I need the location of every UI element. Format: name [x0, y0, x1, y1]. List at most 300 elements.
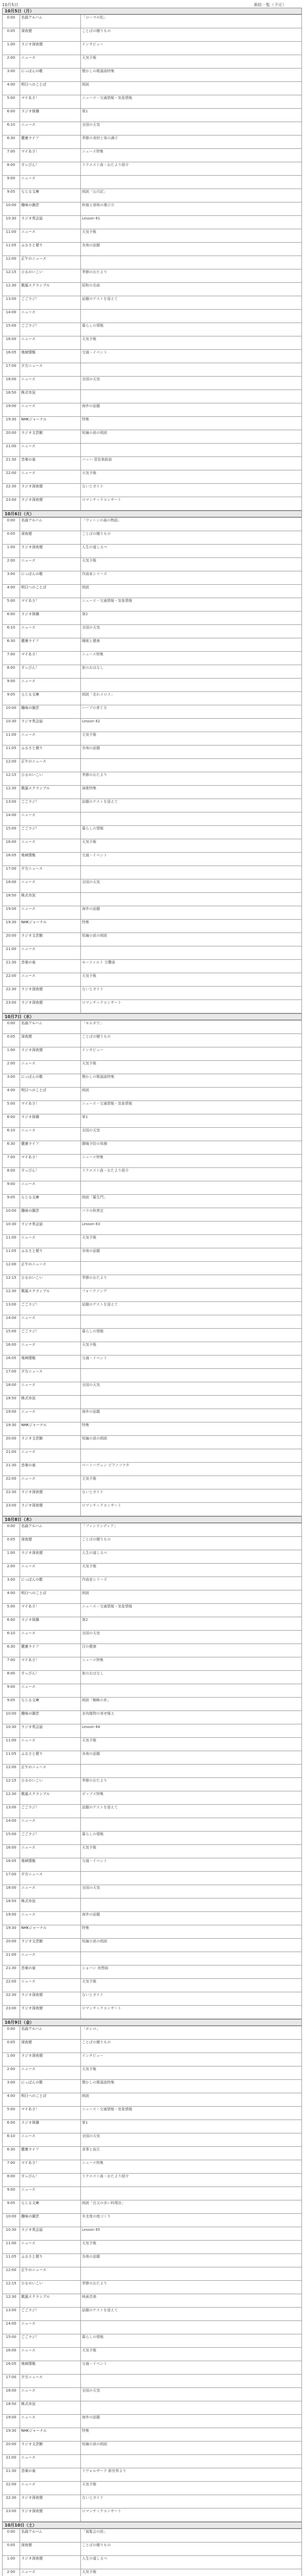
program-cell: マイあさ！ [20, 1155, 81, 1168]
table-row [3, 1791, 302, 1805]
table-row [3, 2133, 302, 2147]
table-row [3, 531, 302, 545]
program-cell: ひるのいこい [20, 2281, 81, 2294]
table-row [3, 95, 302, 109]
table-row [3, 1262, 302, 1275]
program-cell: ラジオ体操 [20, 1617, 81, 1631]
program-cell: ニュース [20, 973, 81, 987]
time-cell: 0:00 [3, 1523, 20, 1537]
description-cell: 季節の食材と体の調子 [81, 135, 302, 149]
time-cell: 5:00 [3, 598, 20, 612]
time-cell: 9:00 [3, 2187, 20, 2200]
table-row [3, 55, 302, 69]
time-cell: 4:00 [3, 82, 20, 95]
time-cell: 22:30 [3, 1489, 20, 1503]
program-cell: 地域情報 [20, 1858, 81, 1872]
time-cell: 19:30 [3, 920, 20, 933]
time-cell: 12:30 [3, 283, 20, 296]
description-cell: ないとガイド [81, 1489, 302, 1503]
schedule-table [2, 14, 302, 511]
description-cell: 第1 [81, 1114, 302, 1128]
time-cell: 5:00 [3, 1604, 20, 1617]
program-cell: 名曲アルバム [20, 518, 81, 531]
description-cell [81, 1765, 302, 1778]
description-cell: インタビュー [81, 1047, 302, 1061]
table-row [3, 2006, 302, 2019]
time-cell: 8:00 [3, 2174, 20, 2187]
table-row [3, 363, 302, 377]
time-cell: 22:30 [3, 2495, 20, 2509]
description-cell: ニュース特集 [81, 2160, 302, 2174]
program-cell: ニュース [20, 229, 81, 243]
description-cell: 映画音楽 [81, 2294, 302, 2308]
table-row [3, 2401, 302, 2415]
description-cell: 話題のゲストを迎えて [81, 1805, 302, 1818]
time-cell: 17:00 [3, 363, 20, 377]
program-cell: ごごラジ！ [20, 1329, 81, 1342]
time-cell: 9:05 [3, 692, 20, 705]
table-row [3, 189, 302, 202]
program-cell: ふるさと便り [20, 243, 81, 256]
time-cell: 13:00 [3, 2308, 20, 2321]
program-cell: ニュース [20, 55, 81, 69]
program-cell: 明日へのことば [20, 1088, 81, 1101]
time-cell: 11:05 [3, 745, 20, 759]
time-cell: 6:10 [3, 625, 20, 638]
program-cell: ラジオ深夜便 [20, 1000, 81, 1013]
table-row [3, 1631, 302, 1644]
program-cell: すっぴん！ [20, 1671, 81, 1684]
description-cell: 交通・イベント [81, 1355, 302, 1369]
time-cell: 0:00 [3, 1021, 20, 1034]
program-cell: マイあさ！ [20, 652, 81, 665]
description-cell: 季節のおたより [81, 2281, 302, 2294]
time-cell: 21:00 [3, 1449, 20, 1463]
description-cell [81, 2401, 302, 2415]
day-section [2, 1516, 302, 2019]
description-cell: 海外の話題 [81, 1912, 302, 1925]
time-cell: 21:00 [3, 946, 20, 960]
program-cell: 株式市況 [20, 1899, 81, 1912]
table-row [3, 759, 302, 772]
table-row [3, 1617, 302, 1631]
time-cell: 5:00 [3, 95, 20, 109]
program-cell: 株式市況 [20, 893, 81, 906]
time-cell: 21:00 [3, 2455, 20, 2468]
time-cell: 16:00 [3, 1342, 20, 1355]
description-cell: リクエスト曲・おたより紹介 [81, 2174, 302, 2187]
description-cell: ニュース・交通情報・気象情報 [81, 2107, 302, 2120]
program-cell: 株式市況 [20, 2401, 81, 2415]
description-cell: 朗読「走れメロス」 [81, 692, 302, 705]
description-cell [81, 812, 302, 826]
time-cell: 18:00 [3, 377, 20, 390]
description-cell: 作曲家シリーズ [81, 1577, 302, 1590]
program-cell: 正午のニュース [20, 2267, 81, 2281]
time-cell: 21:00 [3, 444, 20, 457]
time-cell: 0:05 [3, 28, 20, 42]
table-row [3, 1061, 302, 1074]
program-cell: ひるのいこい [20, 269, 81, 283]
time-cell: 9:05 [3, 189, 20, 202]
table-row [3, 269, 302, 283]
table-row [3, 1289, 302, 1302]
time-cell: 21:30 [3, 1965, 20, 1979]
description-cell: 朗読「注文の多い料理店」 [81, 2200, 302, 2214]
program-cell: ラジオ文芸館 [20, 430, 81, 444]
program-cell: すっぴん！ [20, 2174, 81, 2187]
program-cell: 正午のニュース [20, 759, 81, 772]
program-cell: 音楽の泉 [20, 1463, 81, 1476]
time-cell: 23:00 [3, 2006, 20, 2019]
table-row [3, 571, 302, 585]
table-row [3, 2308, 302, 2321]
time-cell: 8:00 [3, 1168, 20, 1181]
description-cell: 暮らしの情報 [81, 1832, 302, 1845]
day-section [2, 2019, 302, 2522]
description-cell: Lesson 61 [81, 216, 302, 229]
description-cell: 特集 [81, 1422, 302, 1436]
program-cell: ふるさと便り [20, 1248, 81, 1262]
table-row [3, 679, 302, 692]
table-row [3, 256, 302, 269]
description-cell: ことばの贈りもの [81, 2543, 302, 2556]
description-cell: 「フィンランディア」 [81, 1523, 302, 1537]
table-row [3, 2053, 302, 2066]
description-cell: 全国の天気 [81, 879, 302, 893]
description-cell [81, 946, 302, 960]
program-cell: ごごラジ！ [20, 1832, 81, 1845]
program-cell: ごごラジ！ [20, 826, 81, 839]
program-cell: 夕方ニュース [20, 866, 81, 879]
table-row [3, 82, 302, 95]
program-cell: にっぽんの歌 [20, 2080, 81, 2093]
table-row [3, 1872, 302, 1885]
schedule-table [2, 2529, 302, 2576]
time-cell: 17:00 [3, 1872, 20, 1885]
day-header: 10月7日（水） [2, 1013, 302, 1020]
table-row [3, 585, 302, 598]
table-row [3, 625, 302, 638]
program-cell: 名曲アルバム [20, 2529, 81, 2543]
time-cell: 10:30 [3, 1222, 20, 1235]
program-cell: ごごラジ！ [20, 1302, 81, 1315]
table-row [3, 1155, 302, 1168]
table-row [3, 1550, 302, 1564]
time-cell: 16:00 [3, 336, 20, 350]
table-row [3, 2254, 302, 2267]
table-row [3, 2174, 302, 2187]
description-cell: 「ボレロ」 [81, 2026, 302, 2040]
program-cell: ニュース [20, 879, 81, 893]
time-cell: 13:00 [3, 799, 20, 812]
program-cell: ニュース [20, 1912, 81, 1925]
time-cell: 16:05 [3, 1858, 20, 1872]
program-cell: 歌謡スクランブル [20, 1791, 81, 1805]
description-cell: 天気予報 [81, 2241, 302, 2254]
description-cell: ポップス特集 [81, 1791, 302, 1805]
description-cell: ないとガイド [81, 2495, 302, 2509]
program-cell: マイあさ！ [20, 95, 81, 109]
table-row [3, 350, 302, 363]
program-cell: ラジオ深夜便 [20, 1489, 81, 1503]
table-row [3, 973, 302, 987]
table-row [3, 1778, 302, 1791]
table-row [3, 484, 302, 497]
description-cell: 第2 [81, 612, 302, 625]
description-cell: 多肉植物の寄せ植え [81, 1711, 302, 1724]
table-row [3, 2080, 302, 2093]
program-cell: ニュース [20, 625, 81, 638]
program-cell: ラジオ英会話 [20, 216, 81, 229]
table-row [3, 1302, 302, 1315]
table-row [3, 1564, 302, 1577]
program-cell: ラジオ体操 [20, 1114, 81, 1128]
description-cell: 第2 [81, 1617, 302, 1631]
table-row [3, 457, 302, 470]
description-cell: Lesson 65 [81, 2227, 302, 2241]
time-cell: 14:00 [3, 1315, 20, 1329]
time-cell: 3:00 [3, 2080, 20, 2093]
program-cell: ラジオ深夜便 [20, 2556, 81, 2569]
description-cell [81, 310, 302, 323]
program-cell: らじる文庫 [20, 189, 81, 202]
time-cell: 6:10 [3, 2133, 20, 2147]
program-cell: ラジオ深夜便 [20, 1550, 81, 1564]
time-cell: 1:00 [3, 1047, 20, 1061]
table-row [3, 2093, 302, 2107]
time-cell: 18:00 [3, 879, 20, 893]
day-header: 10月8日（木） [2, 1516, 302, 1523]
time-cell: 13:00 [3, 1805, 20, 1818]
time-cell: 12:30 [3, 1289, 20, 1302]
table-row [3, 2321, 302, 2334]
table-row [3, 1315, 302, 1329]
program-cell: 健康ライフ [20, 1141, 81, 1155]
schedule-table [2, 1020, 302, 1516]
table-row [3, 705, 302, 719]
program-cell: すっぴん！ [20, 665, 81, 679]
time-cell: 16:05 [3, 350, 20, 363]
program-cell: 地域情報 [20, 1355, 81, 1369]
time-cell: 10:00 [3, 1711, 20, 1724]
program-cell: ニュース [20, 1449, 81, 1463]
program-cell: NHKジャーナル [20, 1925, 81, 1939]
description-cell: 朗読「蜘蛛の糸」 [81, 1698, 302, 1711]
table-row [3, 1644, 302, 1657]
time-cell: 3:00 [3, 69, 20, 82]
table-row [3, 1436, 302, 1449]
table-row [3, 1000, 302, 1013]
description-cell: ショパン 夜想曲 [81, 1965, 302, 1979]
time-cell: 1:00 [3, 42, 20, 55]
table-row [3, 1222, 302, 1235]
description-cell: 「ローマの松」 [81, 15, 302, 28]
time-cell: 2:00 [3, 1061, 20, 1074]
time-cell: 7:00 [3, 2160, 20, 2174]
table-row [3, 1074, 302, 1088]
table-row [3, 1355, 302, 1369]
program-cell: ラジオ文芸館 [20, 933, 81, 946]
program-cell: ニュース [20, 1061, 81, 1074]
description-cell: 短編小説の朗読 [81, 430, 302, 444]
table-row [3, 1463, 302, 1476]
description-cell: 天気予報 [81, 2482, 302, 2495]
table-row [3, 1657, 302, 1671]
program-cell: ニュース [20, 1476, 81, 1489]
table-row [3, 1034, 302, 1047]
table-row [3, 2040, 302, 2053]
program-cell: 夕方ニュース [20, 1872, 81, 1885]
table-row [3, 497, 302, 511]
description-cell: 天気予報 [81, 2569, 302, 2576]
table-row [3, 2415, 302, 2428]
description-cell: ニュース特集 [81, 652, 302, 665]
time-cell: 19:00 [3, 1409, 20, 1422]
program-cell: 健康ライフ [20, 1644, 81, 1657]
table-row [3, 1765, 302, 1778]
table-row [3, 149, 302, 162]
description-cell: 短編小説の朗読 [81, 1436, 302, 1449]
description-cell [81, 866, 302, 879]
table-row [3, 1021, 302, 1034]
time-cell: 6:10 [3, 122, 20, 135]
description-cell [81, 256, 302, 269]
program-cell: ニュース [20, 732, 81, 745]
description-cell: 交通・イベント [81, 2361, 302, 2375]
description-cell: 暮らしの情報 [81, 323, 302, 336]
table-row [3, 933, 302, 946]
program-cell: ラジオ深夜便 [20, 2006, 81, 2019]
time-cell: 1:00 [3, 2556, 20, 2569]
table-row [3, 1684, 302, 1698]
table-row [3, 42, 302, 55]
time-cell: 7:00 [3, 1155, 20, 1168]
program-cell: ニュース [20, 1235, 81, 1248]
program-cell: ニュース [20, 1564, 81, 1577]
table-row [3, 2227, 302, 2241]
description-cell: Lesson 62 [81, 719, 302, 732]
description-cell [81, 2455, 302, 2468]
description-cell: 特集 [81, 920, 302, 933]
time-cell: 10:00 [3, 705, 20, 719]
description-cell: 短編小説の朗読 [81, 933, 302, 946]
time-cell: 10:00 [3, 202, 20, 216]
description-cell: 人生の道しるべ [81, 545, 302, 558]
time-cell: 18:50 [3, 1396, 20, 1409]
program-cell: にっぽんの歌 [20, 69, 81, 82]
program-cell: にっぽんの歌 [20, 571, 81, 585]
time-cell: 2:00 [3, 1564, 20, 1577]
time-cell: 5:00 [3, 2107, 20, 2120]
table-row [3, 2214, 302, 2227]
table-row [3, 403, 302, 417]
table-row [3, 1342, 302, 1355]
program-cell: 名曲アルバム [20, 2026, 81, 2040]
program-cell: ひるのいこい [20, 1778, 81, 1791]
table-row [3, 1047, 302, 1061]
description-cell: ことばの贈りもの [81, 1034, 302, 1047]
program-cell: ラジオ文芸館 [20, 1939, 81, 1952]
table-row [3, 1751, 302, 1765]
program-cell: ニュース [20, 2133, 81, 2147]
table-row [3, 1925, 302, 1939]
program-cell: 音楽の泉 [20, 1965, 81, 1979]
table-row [3, 772, 302, 786]
description-cell: リクエスト曲・おたより紹介 [81, 1168, 302, 1181]
table-row [3, 558, 302, 571]
time-cell: 1:00 [3, 1550, 20, 1564]
description-cell: 目の健康 [81, 1644, 302, 1657]
description-cell [81, 176, 302, 189]
time-cell: 6:00 [3, 2120, 20, 2133]
time-cell: 9:05 [3, 1195, 20, 1208]
table-row [3, 1698, 302, 1711]
time-cell: 19:00 [3, 1912, 20, 1925]
time-cell: 11:00 [3, 1738, 20, 1751]
program-cell: ニュース [20, 2482, 81, 2495]
description-cell: ロマンチックコンサート [81, 1000, 302, 1013]
description-cell [81, 2375, 302, 2388]
program-cell: ニュース [20, 1181, 81, 1195]
table-row [3, 1422, 302, 1436]
time-cell: 0:05 [3, 2040, 20, 2053]
table-row [3, 839, 302, 853]
description-cell: 冬支度の庭づくり [81, 2214, 302, 2227]
description-cell [81, 679, 302, 692]
time-cell: 16:05 [3, 2361, 20, 2375]
time-cell: 8:00 [3, 162, 20, 176]
description-cell: 交通・イベント [81, 853, 302, 866]
description-cell: 天気予報 [81, 55, 302, 69]
time-cell: 22:30 [3, 1992, 20, 2006]
program-cell: ごごラジ！ [20, 2308, 81, 2321]
table-row [3, 732, 302, 745]
time-cell: 12:00 [3, 1765, 20, 1778]
program-cell: ラジオ深夜便 [20, 545, 81, 558]
description-cell [81, 1872, 302, 1885]
table-row [3, 1369, 302, 1382]
program-cell: 趣味の園芸 [20, 1711, 81, 1724]
time-cell: 4:00 [3, 1088, 20, 1101]
table-row [3, 612, 302, 625]
table-row [3, 1523, 302, 1537]
description-cell: 天気予報 [81, 229, 302, 243]
description-cell [81, 1684, 302, 1698]
table-row [3, 665, 302, 679]
description-cell: 朗読「羅生門」 [81, 1195, 302, 1208]
table-row [3, 2281, 302, 2294]
description-cell: 特集 [81, 1925, 302, 1939]
time-cell: 2:00 [3, 55, 20, 69]
program-cell: ラジオ深夜便 [20, 1503, 81, 1516]
time-cell: 6:10 [3, 1128, 20, 1141]
time-cell: 4:00 [3, 585, 20, 598]
description-cell: Lesson 63 [81, 1222, 302, 1235]
program-cell: 地域情報 [20, 2361, 81, 2375]
table-row [3, 598, 302, 612]
description-cell: 短編小説の朗読 [81, 1939, 302, 1952]
time-cell: 11:05 [3, 2254, 20, 2267]
description-cell: 睡眠と健康 [81, 638, 302, 652]
description-cell [81, 1315, 302, 1329]
program-cell: ニュース [20, 946, 81, 960]
program-cell: ラジオ体操 [20, 2120, 81, 2133]
table-row [3, 2556, 302, 2569]
table-row [3, 1724, 302, 1738]
description-cell: ニュース・交通情報・気象情報 [81, 1604, 302, 1617]
table-row [3, 545, 302, 558]
